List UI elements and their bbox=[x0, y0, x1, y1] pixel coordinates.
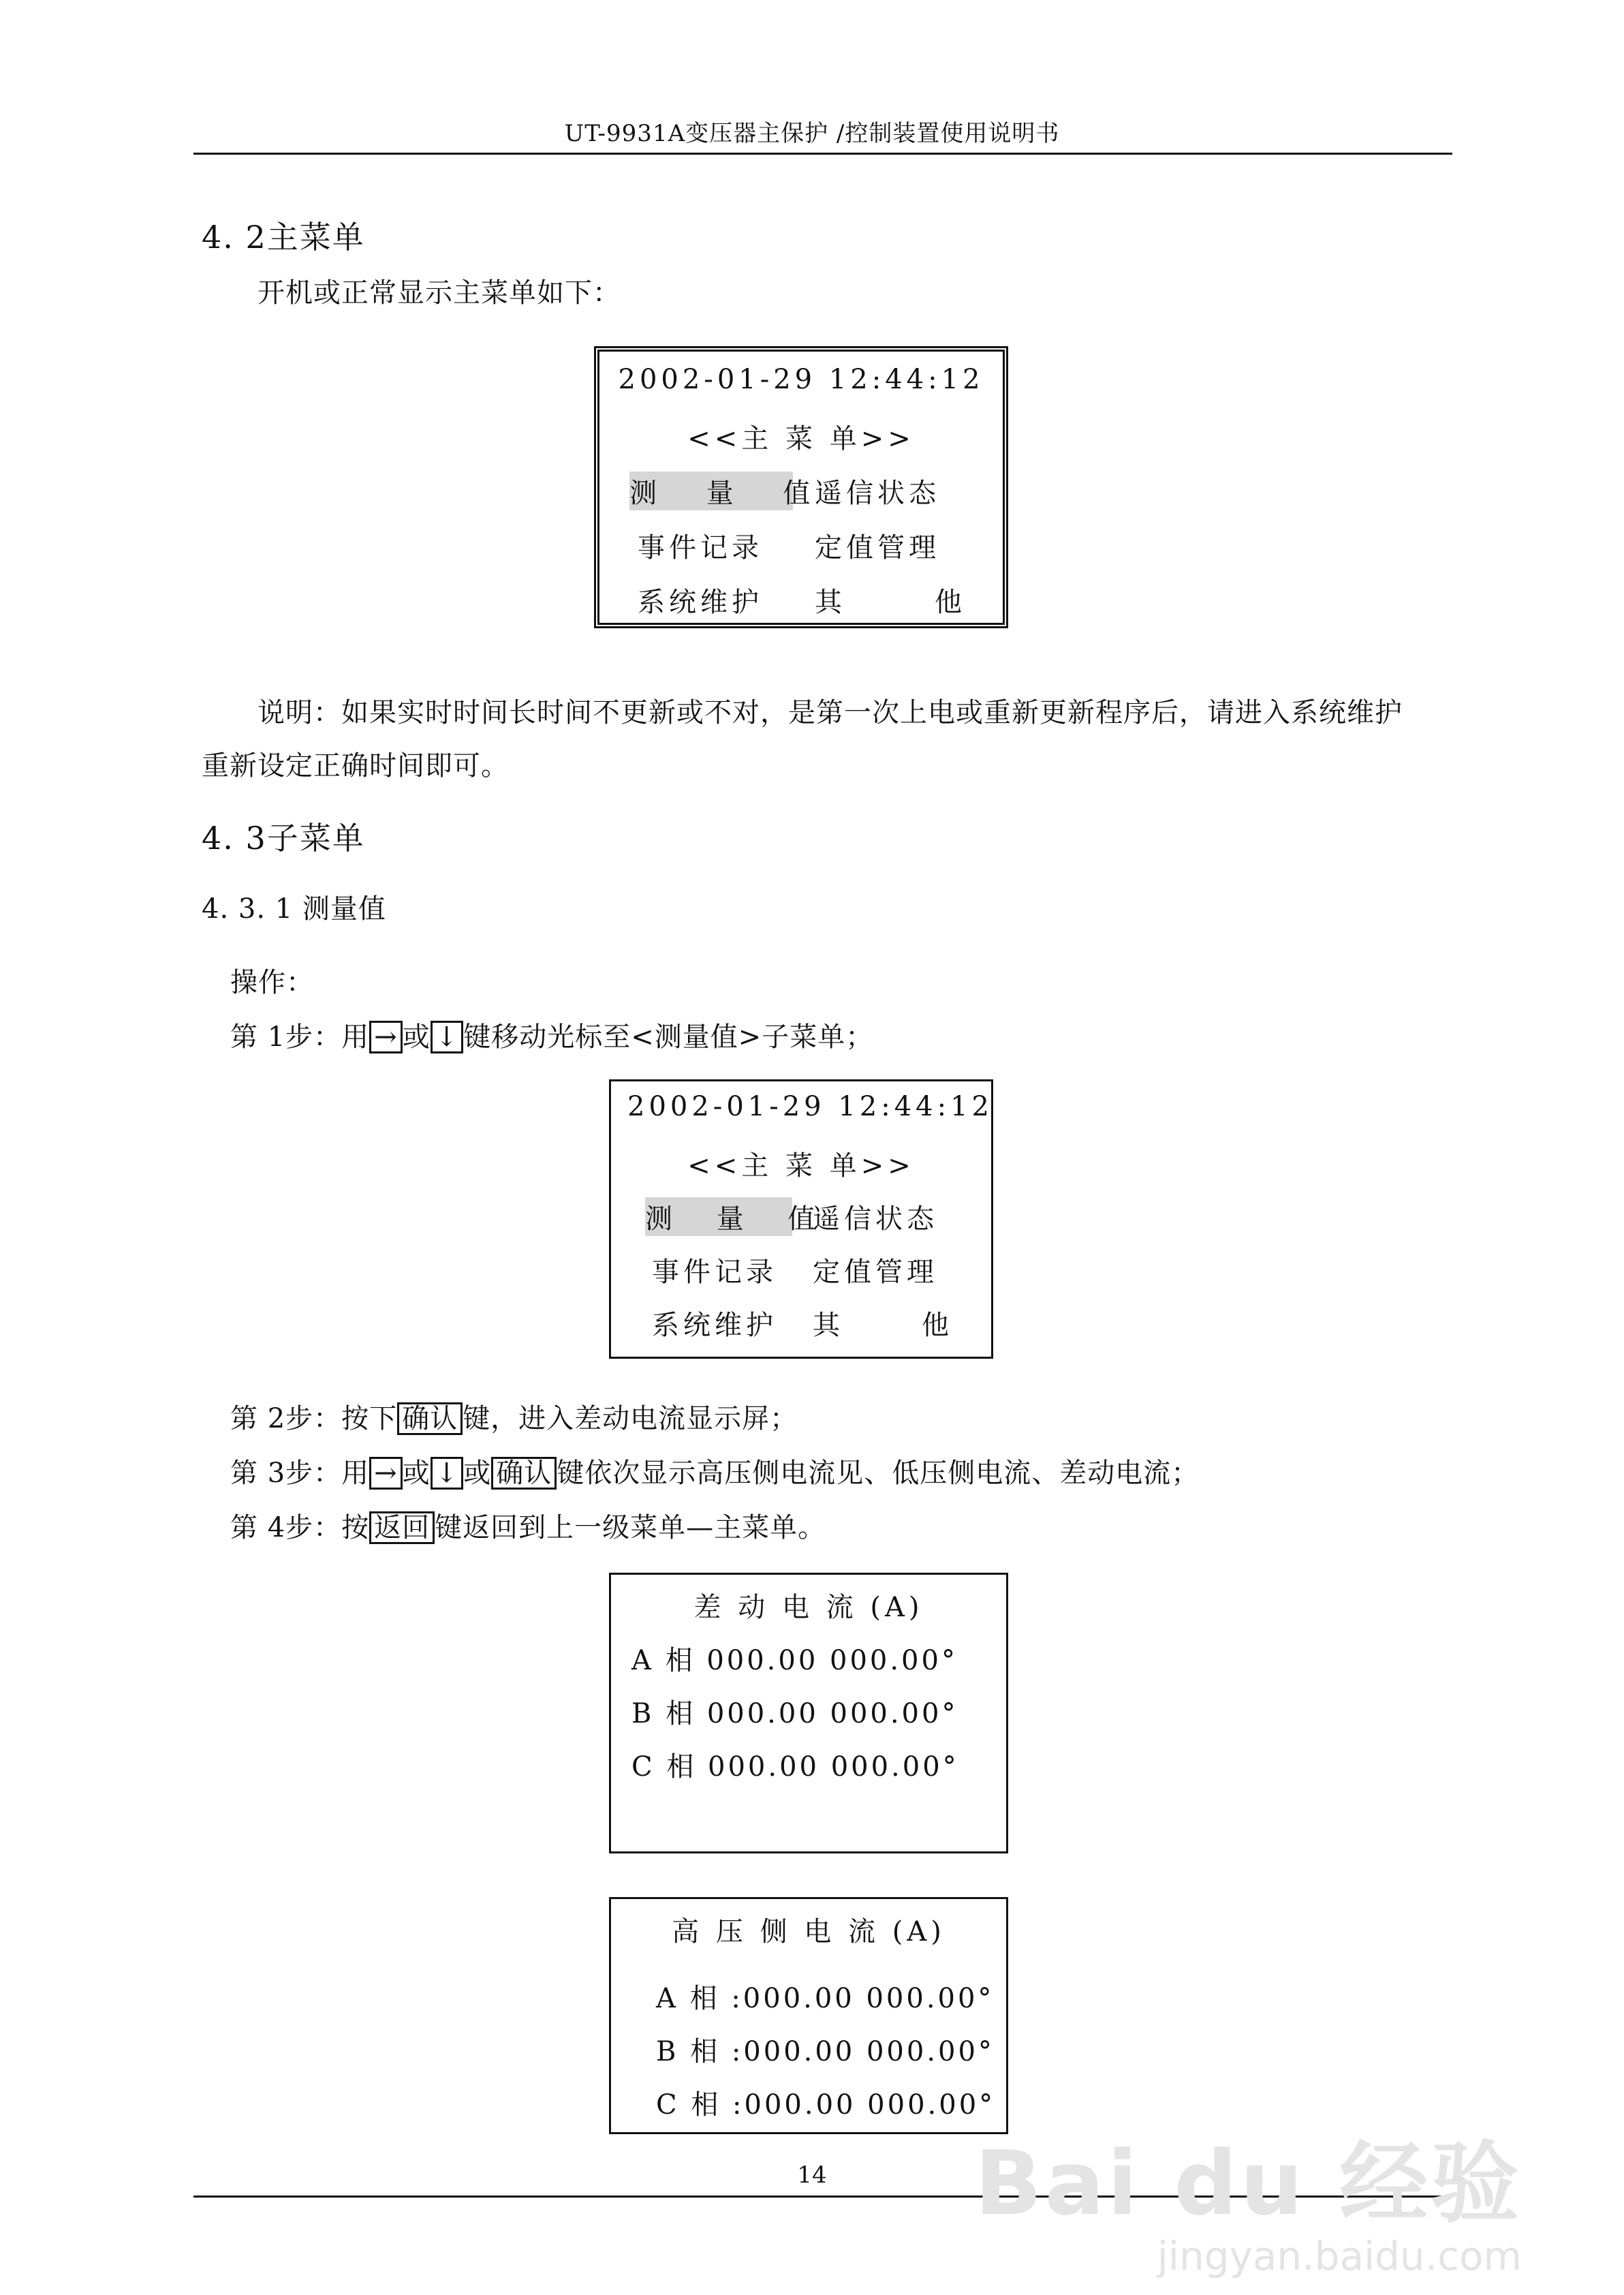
hv-current-row-a: A 相 :000.00 000.00° bbox=[656, 1983, 995, 2014]
step1-menu-screen bbox=[609, 1079, 993, 1359]
menu-item-system-maintain: 系统维护 bbox=[652, 1310, 777, 1341]
confirm-key-icon: 确认 bbox=[397, 1402, 463, 1435]
baidu-logo-icon: Bai du 经验 bbox=[974, 2131, 1522, 2235]
menu-item-other-1: 其 bbox=[815, 587, 846, 618]
confirm-key-icon: 确认 bbox=[491, 1457, 557, 1490]
operation-step-2 bbox=[230, 1397, 798, 1436]
note-line-2: 重新设定正确时间即可。 bbox=[202, 750, 509, 782]
menu-item-remote-signal: 遥信状态 bbox=[813, 1203, 938, 1235]
step-4-prefix: 第 4步：按 bbox=[230, 1512, 370, 1543]
menu-item-other-2: 他 bbox=[935, 587, 966, 618]
note-line-1: 说明：如果实时时间长时间不更新或不对，是第一次上电或重新更新程序后，请进入系统维护 bbox=[257, 697, 1403, 728]
step-3-prefix: 第 3步：用 bbox=[230, 1458, 370, 1489]
step-3-or-1: 或 bbox=[402, 1458, 431, 1489]
hv-current-screen bbox=[609, 1897, 1008, 2134]
diff-current-row-b: B 相 000.00 000.00° bbox=[631, 1698, 958, 1729]
screen-title: <<主 菜 单>> bbox=[687, 423, 915, 455]
screen-datetime: 2002-01-29 12:44:12 bbox=[618, 364, 984, 395]
baidu-watermark bbox=[975, 2112, 1522, 2279]
diff-current-title: 差 动 电 流 (A) bbox=[693, 1592, 924, 1623]
down-arrow-key-icon: ↓ bbox=[431, 1457, 464, 1490]
section-4-2-heading: 4. 2主菜单 bbox=[202, 219, 365, 256]
document-header-title: UT-9931A变压器主保护 /控制装置使用说明书 bbox=[564, 120, 1060, 147]
operation-label: 操作： bbox=[230, 967, 314, 998]
section-4-3-heading: 4. 3子菜单 bbox=[202, 820, 365, 857]
step-2-suffix: 键，进入差动电流显示屏； bbox=[463, 1403, 798, 1434]
step-4-suffix: 键返回到上一级菜单—主菜单。 bbox=[435, 1512, 826, 1543]
menu-item-system-maintain: 系统维护 bbox=[638, 587, 763, 618]
step-1-prefix: 第 1步：用 bbox=[230, 1021, 370, 1053]
diff-current-screen bbox=[609, 1573, 1008, 1853]
screen-title: <<主 菜 单>> bbox=[687, 1150, 915, 1182]
header-rule bbox=[193, 153, 1452, 155]
diff-current-row-a: A 相 000.00 000.00° bbox=[631, 1645, 958, 1676]
hv-current-row-b: B 相 :000.00 000.00° bbox=[656, 2036, 995, 2067]
watermark-url: jingyan.baidu.com bbox=[1157, 2233, 1522, 2279]
page-number: 14 bbox=[797, 2161, 827, 2189]
menu-item-other-1: 其 bbox=[813, 1310, 844, 1341]
return-key-icon: 返回 bbox=[369, 1511, 435, 1544]
operation-step-4 bbox=[230, 1506, 826, 1545]
down-arrow-key-icon: ↓ bbox=[431, 1021, 464, 1053]
section-4-3-1-heading: 4. 3. 1 测量值 bbox=[202, 893, 386, 925]
right-arrow-key-icon: → bbox=[369, 1021, 403, 1053]
step-1-suffix: 键移动光标至<测量值>子菜单； bbox=[463, 1021, 874, 1053]
menu-item-event-record: 事件记录 bbox=[638, 532, 763, 564]
hv-current-row-c: C 相 :000.00 000.00° bbox=[656, 2089, 996, 2121]
step-1-or: 或 bbox=[402, 1021, 431, 1053]
section-4-2-intro: 开机或正常显示主菜单如下： bbox=[257, 277, 621, 309]
menu-item-remote-signal: 遥信状态 bbox=[815, 478, 940, 509]
menu-item-measure: 测 量 值 bbox=[629, 472, 793, 510]
hv-current-title: 高 压 侧 电 流 (A) bbox=[672, 1916, 946, 1947]
main-menu-screen bbox=[594, 346, 1008, 628]
step-2-prefix: 第 2步：按下 bbox=[230, 1403, 398, 1434]
menu-item-setting-manage: 定值管理 bbox=[815, 532, 940, 564]
menu-item-other-2: 他 bbox=[922, 1310, 953, 1341]
menu-item-setting-manage: 定值管理 bbox=[813, 1257, 938, 1288]
step-3-or-2: 或 bbox=[463, 1458, 492, 1489]
right-arrow-key-icon: → bbox=[369, 1457, 403, 1490]
operation-step-3 bbox=[230, 1451, 1199, 1490]
step-3-suffix: 键依次显示高压侧电流见、低压侧电流、差动电流； bbox=[557, 1458, 1200, 1489]
operation-step-1 bbox=[230, 1015, 873, 1054]
diff-current-row-c: C 相 000.00 000.00° bbox=[631, 1751, 959, 1783]
menu-item-event-record: 事件记录 bbox=[652, 1257, 777, 1288]
menu-item-measure: 测 量 值 bbox=[645, 1197, 792, 1236]
screen-datetime: 2002-01-29 12:44:12 bbox=[627, 1091, 993, 1122]
